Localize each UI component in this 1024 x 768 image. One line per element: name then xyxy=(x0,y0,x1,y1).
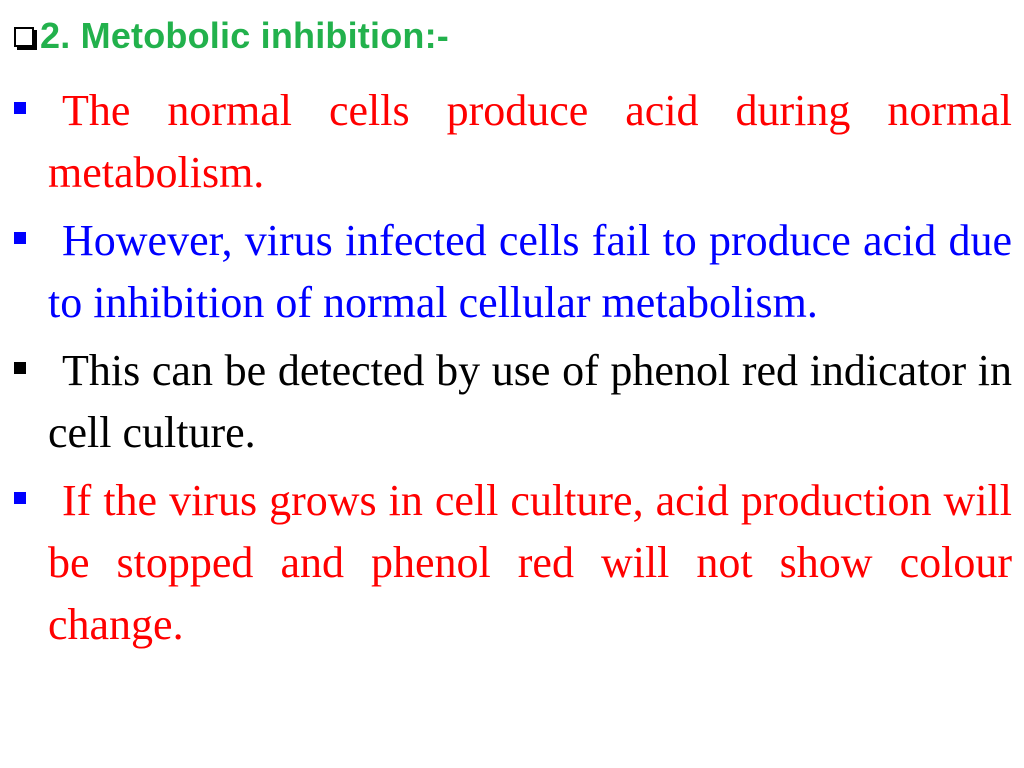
bullet-item xyxy=(0,80,1024,204)
bullet-item xyxy=(0,210,1024,334)
bullet-list xyxy=(0,80,1024,662)
bullet-text: If the virus grows in cell culture, acid production will be stopped and phenol red will not show colour change. xyxy=(48,476,1012,649)
bullet-text: This can be detected by use of phenol red indicator in cell culture. xyxy=(48,346,1012,457)
bullet-item xyxy=(0,470,1024,656)
square-bullet-icon xyxy=(14,492,26,504)
heading-text: 2. Metobolic inhibition:- xyxy=(40,15,449,56)
bullet-text: The normal cells produce acid during normal metabolism. xyxy=(48,86,1012,197)
square-bullet-icon xyxy=(14,102,26,114)
checkbox-bullet-icon xyxy=(14,27,34,47)
square-bullet-icon xyxy=(14,232,26,244)
square-bullet-icon xyxy=(14,362,26,374)
slide-heading xyxy=(14,14,449,58)
bullet-item xyxy=(0,340,1024,464)
bullet-text: However, virus infected cells fail to produce acid due to inhibition of normal cellular metabolism. xyxy=(48,216,1012,327)
